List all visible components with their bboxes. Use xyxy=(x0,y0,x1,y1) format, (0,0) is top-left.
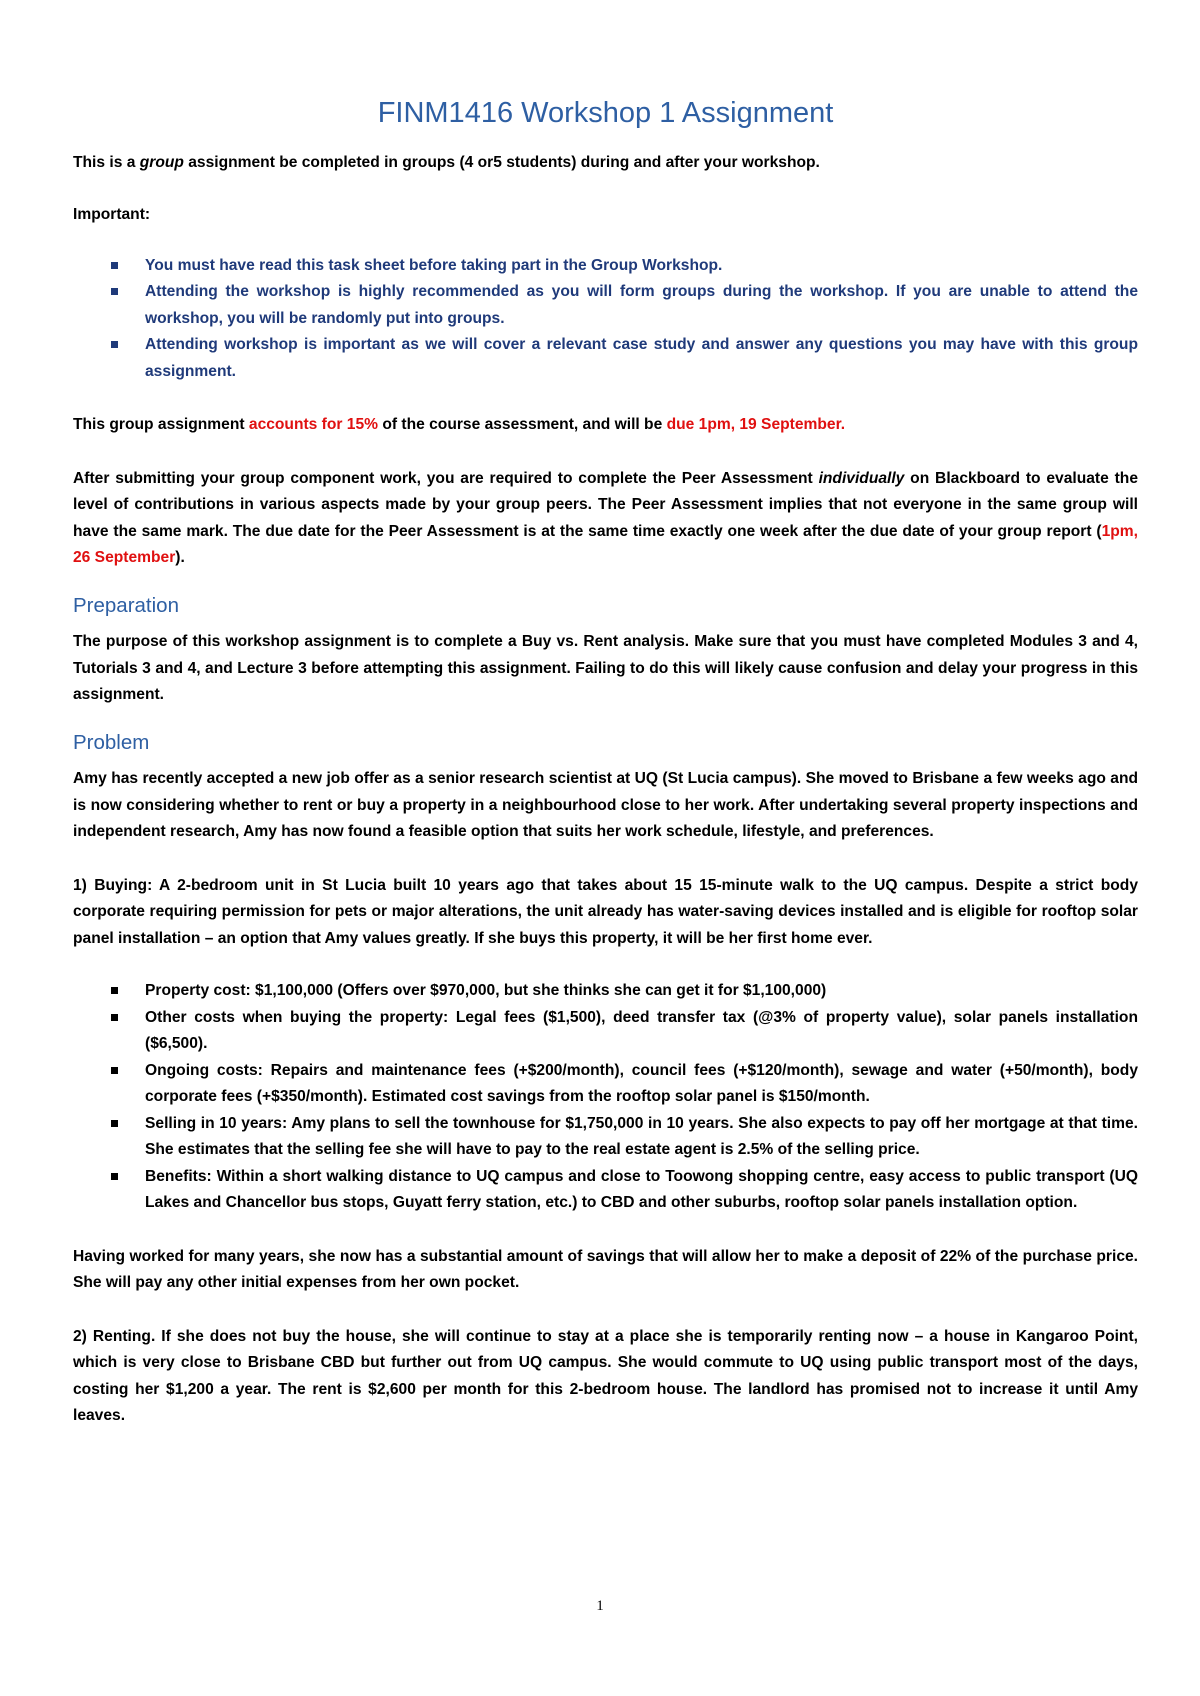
buying-paragraph: 1) Buying: A 2-bedroom unit in St Lucia built 10 years ago that takes about 15 15-minute walk to the UQ campus. Despite a strict body corporate requiring permission for pets or major alterations, the unit already has water-saving devices installed and is eligible for rooftop solar panel installation – an option that Amy values greatly. If she buys this property, it will be her first home ever. xyxy=(73,876,1138,947)
bullet-icon xyxy=(111,1067,118,1074)
buying-details-list xyxy=(73,978,1138,1217)
problem-heading: Problem xyxy=(73,730,150,754)
list-item: Other costs when buying the property: Legal fees ($1,500), deed transfer tax (@3% of property value), solar panels installation ($6,500). xyxy=(73,1005,1138,1058)
intro-paragraph: This is a group assignment be completed in groups (4 or5 students) during and after your workshop. xyxy=(73,153,820,171)
assessment-paragraph: This group assignment accounts for 15% of the course assessment, and will be due 1pm, 19 September. xyxy=(73,416,846,434)
peer-assessment-paragraph: After submitting your group component work, you are required to complete the Peer Assessment individually on Blackboard to evaluate the level of contributions in various aspects made by your group peers. The Peer Assessment implies that not everyone in the same group will have the same mark. The due date for the Peer Assessment is at the same time exactly one week after the due date of your group report (1pm, 26 September). xyxy=(73,469,1138,567)
list-item: Attending workshop is important as we will cover a relevant case study and answer any questions you may have with this group assignment. xyxy=(73,332,1138,385)
list-item: Property cost: $1,100,000 (Offers over $970,000, but she thinks she can get it for $1,100,000) xyxy=(73,978,1138,1005)
important-label: Important: xyxy=(73,206,151,224)
bullet-icon xyxy=(111,288,118,295)
preparation-heading: Preparation xyxy=(73,593,179,617)
group-emphasis: group xyxy=(139,153,184,171)
bullet-icon xyxy=(111,341,118,348)
preparation-paragraph: The purpose of this workshop assignment is to complete a Buy vs. Rent analysis. Make sure that you must have completed Modules 3 and 4, Tutorials 3 and 4, and Lecture 3 before attempting this assignment. Failing to do this will likely cause confusion and delay your progress in this assignment. xyxy=(73,633,1138,704)
weight-highlight: accounts for 15% xyxy=(248,416,379,434)
list-item: Benefits: Within a short walking distance to UQ campus and close to Toowong shopping centre, easy access to public transport (UQ Lakes and Chancellor bus stops, Guyatt ferry station, etc.) to CBD and other suburbs, rooftop solar panels installation option. xyxy=(73,1164,1138,1217)
due-date-highlight: due 1pm, 19 September. xyxy=(666,416,846,434)
document-body xyxy=(73,96,1138,1430)
list-item: Attending the workshop is highly recommended as you will form groups during the workshop. If you are unable to attend the workshop, you will be randomly put into groups. xyxy=(73,279,1138,332)
important-list xyxy=(73,253,1138,386)
bullet-icon xyxy=(111,1120,118,1127)
bullet-icon xyxy=(111,987,118,994)
problem-intro-paragraph: Amy has recently accepted a new job offer as a senior research scientist at UQ (St Lucia campus). She moved to Brisbane a few weeks ago and is now considering whether to rent or buy a property in a neighbourhood close to her work. After undertaking several property inspections and independent research, Amy has now found a feasible option that suits her work schedule, lifestyle, and preferences. xyxy=(73,770,1138,841)
bullet-icon xyxy=(111,1014,118,1021)
savings-paragraph: Having worked for many years, she now has a substantial amount of savings that will allow her to make a deposit of 22% of the purchase price. She will pay any other initial expenses from her own pocket. xyxy=(73,1247,1138,1292)
renting-paragraph: 2) Renting. If she does not buy the house, she will continue to stay at a place she is temporarily renting now – a house in Kangaroo Point, which is very close to Brisbane CBD but further out from UQ campus. She would commute to UQ using public transport most of the days, costing her $1,200 a year. The rent is $2,600 per month for this 2-bedroom house. The landlord has promised not to increase it until Amy leaves. xyxy=(73,1327,1138,1425)
list-item: You must have read this task sheet before taking part in the Group Workshop. xyxy=(73,253,1138,280)
list-item: Ongoing costs: Repairs and maintenance fees (+$200/month), council fees (+$120/month), sewage and water (+50/month), body corporate fees (+$350/month). Estimated cost savings from the rooftop solar panel is $150/month. xyxy=(73,1058,1138,1111)
page-number: 1 xyxy=(596,1598,604,1614)
list-item: Selling in 10 years: Amy plans to sell the townhouse for $1,750,000 in 10 years. She also expects to pay off her mortgage at that time. She estimates that the selling fee she will have to pay to the real estate agent is 2.5% of the selling price. xyxy=(73,1111,1138,1164)
bullet-icon xyxy=(111,1173,118,1180)
peer-due-highlight: 1pm, 26 September xyxy=(73,522,1138,567)
bullet-icon xyxy=(111,262,118,269)
page-title: FINM1416 Workshop 1 Assignment xyxy=(377,97,834,129)
